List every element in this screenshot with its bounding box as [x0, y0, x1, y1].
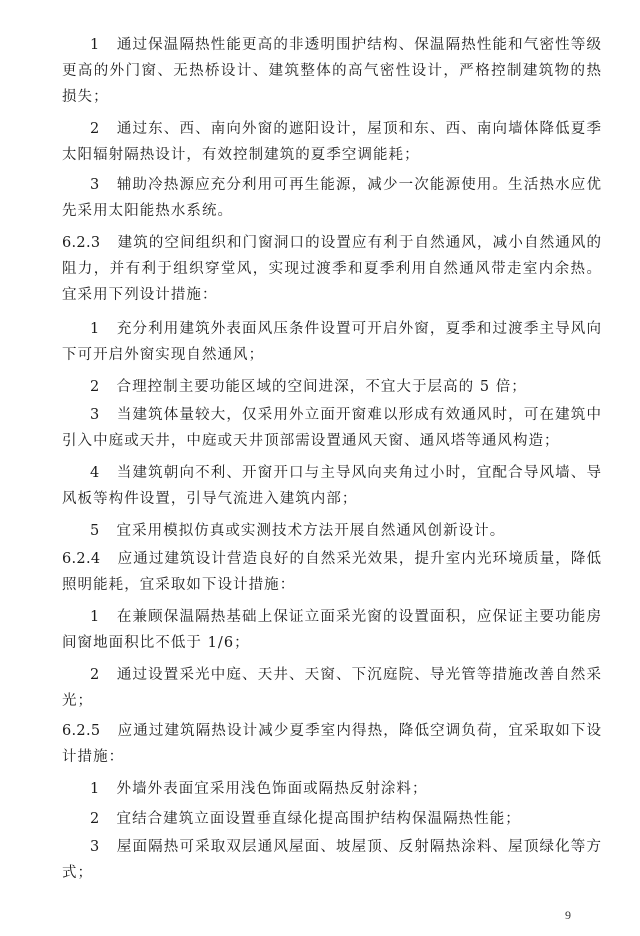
item-number: 3 — [90, 839, 100, 855]
list-item — [62, 116, 602, 168]
section-number: 6.2.5 — [62, 723, 101, 739]
item-text: 充分利用建筑外表面风压条件设置可开启外窗，夏季和过渡季主导风向下可开启外窗实现自然通风； — [62, 321, 602, 363]
section-text: 应通过建筑隔热设计减少夏季室内得热，降低空调负荷，宜采取如下设计措施： — [62, 723, 603, 765]
list-item — [62, 172, 602, 224]
item-number: 4 — [90, 465, 100, 481]
list-item — [62, 834, 602, 886]
list-item — [62, 806, 602, 832]
list-item — [62, 316, 602, 368]
page-number: 9 — [565, 908, 571, 922]
item-number: 1 — [90, 609, 100, 625]
list-item — [62, 518, 602, 544]
item-number: 2 — [90, 811, 100, 827]
list-item — [62, 460, 602, 512]
item-text: 宜结合建筑立面设置垂直绿化提高围护结构保温隔热性能； — [116, 811, 521, 827]
item-text: 宜采用模拟仿真或实测技术方法开展自然通风创新设计。 — [116, 523, 506, 539]
section-text: 建筑的空间组织和门窗洞口的设置应有利于自然通风，减小自然通风的阻力，并有利于组织穿堂风，实现过渡季和夏季利用自然通风带走室内余热。宜采用下列设计措施： — [62, 235, 603, 303]
item-number: 5 — [90, 523, 100, 539]
list-item — [62, 402, 602, 454]
section-clause — [62, 718, 602, 770]
section-number: 6.2.4 — [62, 551, 101, 567]
item-text: 在兼顾保温隔热基础上保证立面采光窗的设置面积，应保证主要功能房间窗地面积比不低于 1/6； — [62, 609, 602, 651]
section-clause — [62, 546, 602, 598]
item-text: 通过东、西、南向外窗的遮阳设计，屋顶和东、西、南向墙体降低夏季太阳辐射隔热设计，有效控制建筑的夏季空调能耗； — [62, 121, 602, 163]
item-text: 当建筑朝向不利、开窗开口与主导风向夹角过小时，宜配合导风墙、导风板等构件设置，引导气流进入建筑内部； — [62, 465, 602, 507]
section-clause — [62, 230, 602, 308]
item-text: 屋面隔热可采取双层通风屋面、坡屋顶、反射隔热涂料、屋顶绿化等方式； — [62, 839, 602, 881]
list-item — [62, 32, 602, 110]
item-text: 通过保温隔热性能更高的非透明围护结构、保温隔热性能和气密性等级更高的外门窗、无热桥设计、建筑整体的高气密性设计，严格控制建筑物的热损失； — [62, 37, 602, 105]
list-item — [62, 662, 602, 714]
item-number: 3 — [90, 177, 100, 193]
item-text: 当建筑体量较大，仅采用外立面开窗难以形成有效通风时，可在建筑中引入中庭或天井，中庭或天井顶部需设置通风天窗、通风塔等通风构造； — [62, 407, 602, 449]
item-number: 1 — [90, 321, 100, 337]
list-item — [62, 604, 602, 656]
item-number: 3 — [90, 407, 100, 423]
item-number: 2 — [90, 667, 100, 683]
item-text: 合理控制主要功能区域的空间进深，不宜大于层高的 5 倍； — [116, 379, 527, 395]
item-number: 1 — [90, 37, 100, 53]
section-text: 应通过建筑设计营造良好的自然采光效果，提升室内光环境质量，降低照明能耗，宜采取如下设计措施： — [62, 551, 603, 593]
item-number: 1 — [90, 781, 100, 797]
item-text: 外墙外表面宜采用浅色饰面或隔热反射涂料； — [116, 781, 428, 797]
item-number: 2 — [90, 379, 100, 395]
item-number: 2 — [90, 121, 100, 137]
section-number: 6.2.3 — [62, 235, 101, 251]
item-text: 通过设置采光中庭、天井、天窗、下沉庭院、导光管等措施改善自然采光； — [62, 667, 602, 709]
list-item — [62, 374, 602, 400]
list-item — [62, 776, 602, 802]
item-text: 辅助冷热源应充分利用可再生能源，减少一次能源使用。生活热水应优先采用太阳能热水系统。 — [62, 177, 602, 219]
